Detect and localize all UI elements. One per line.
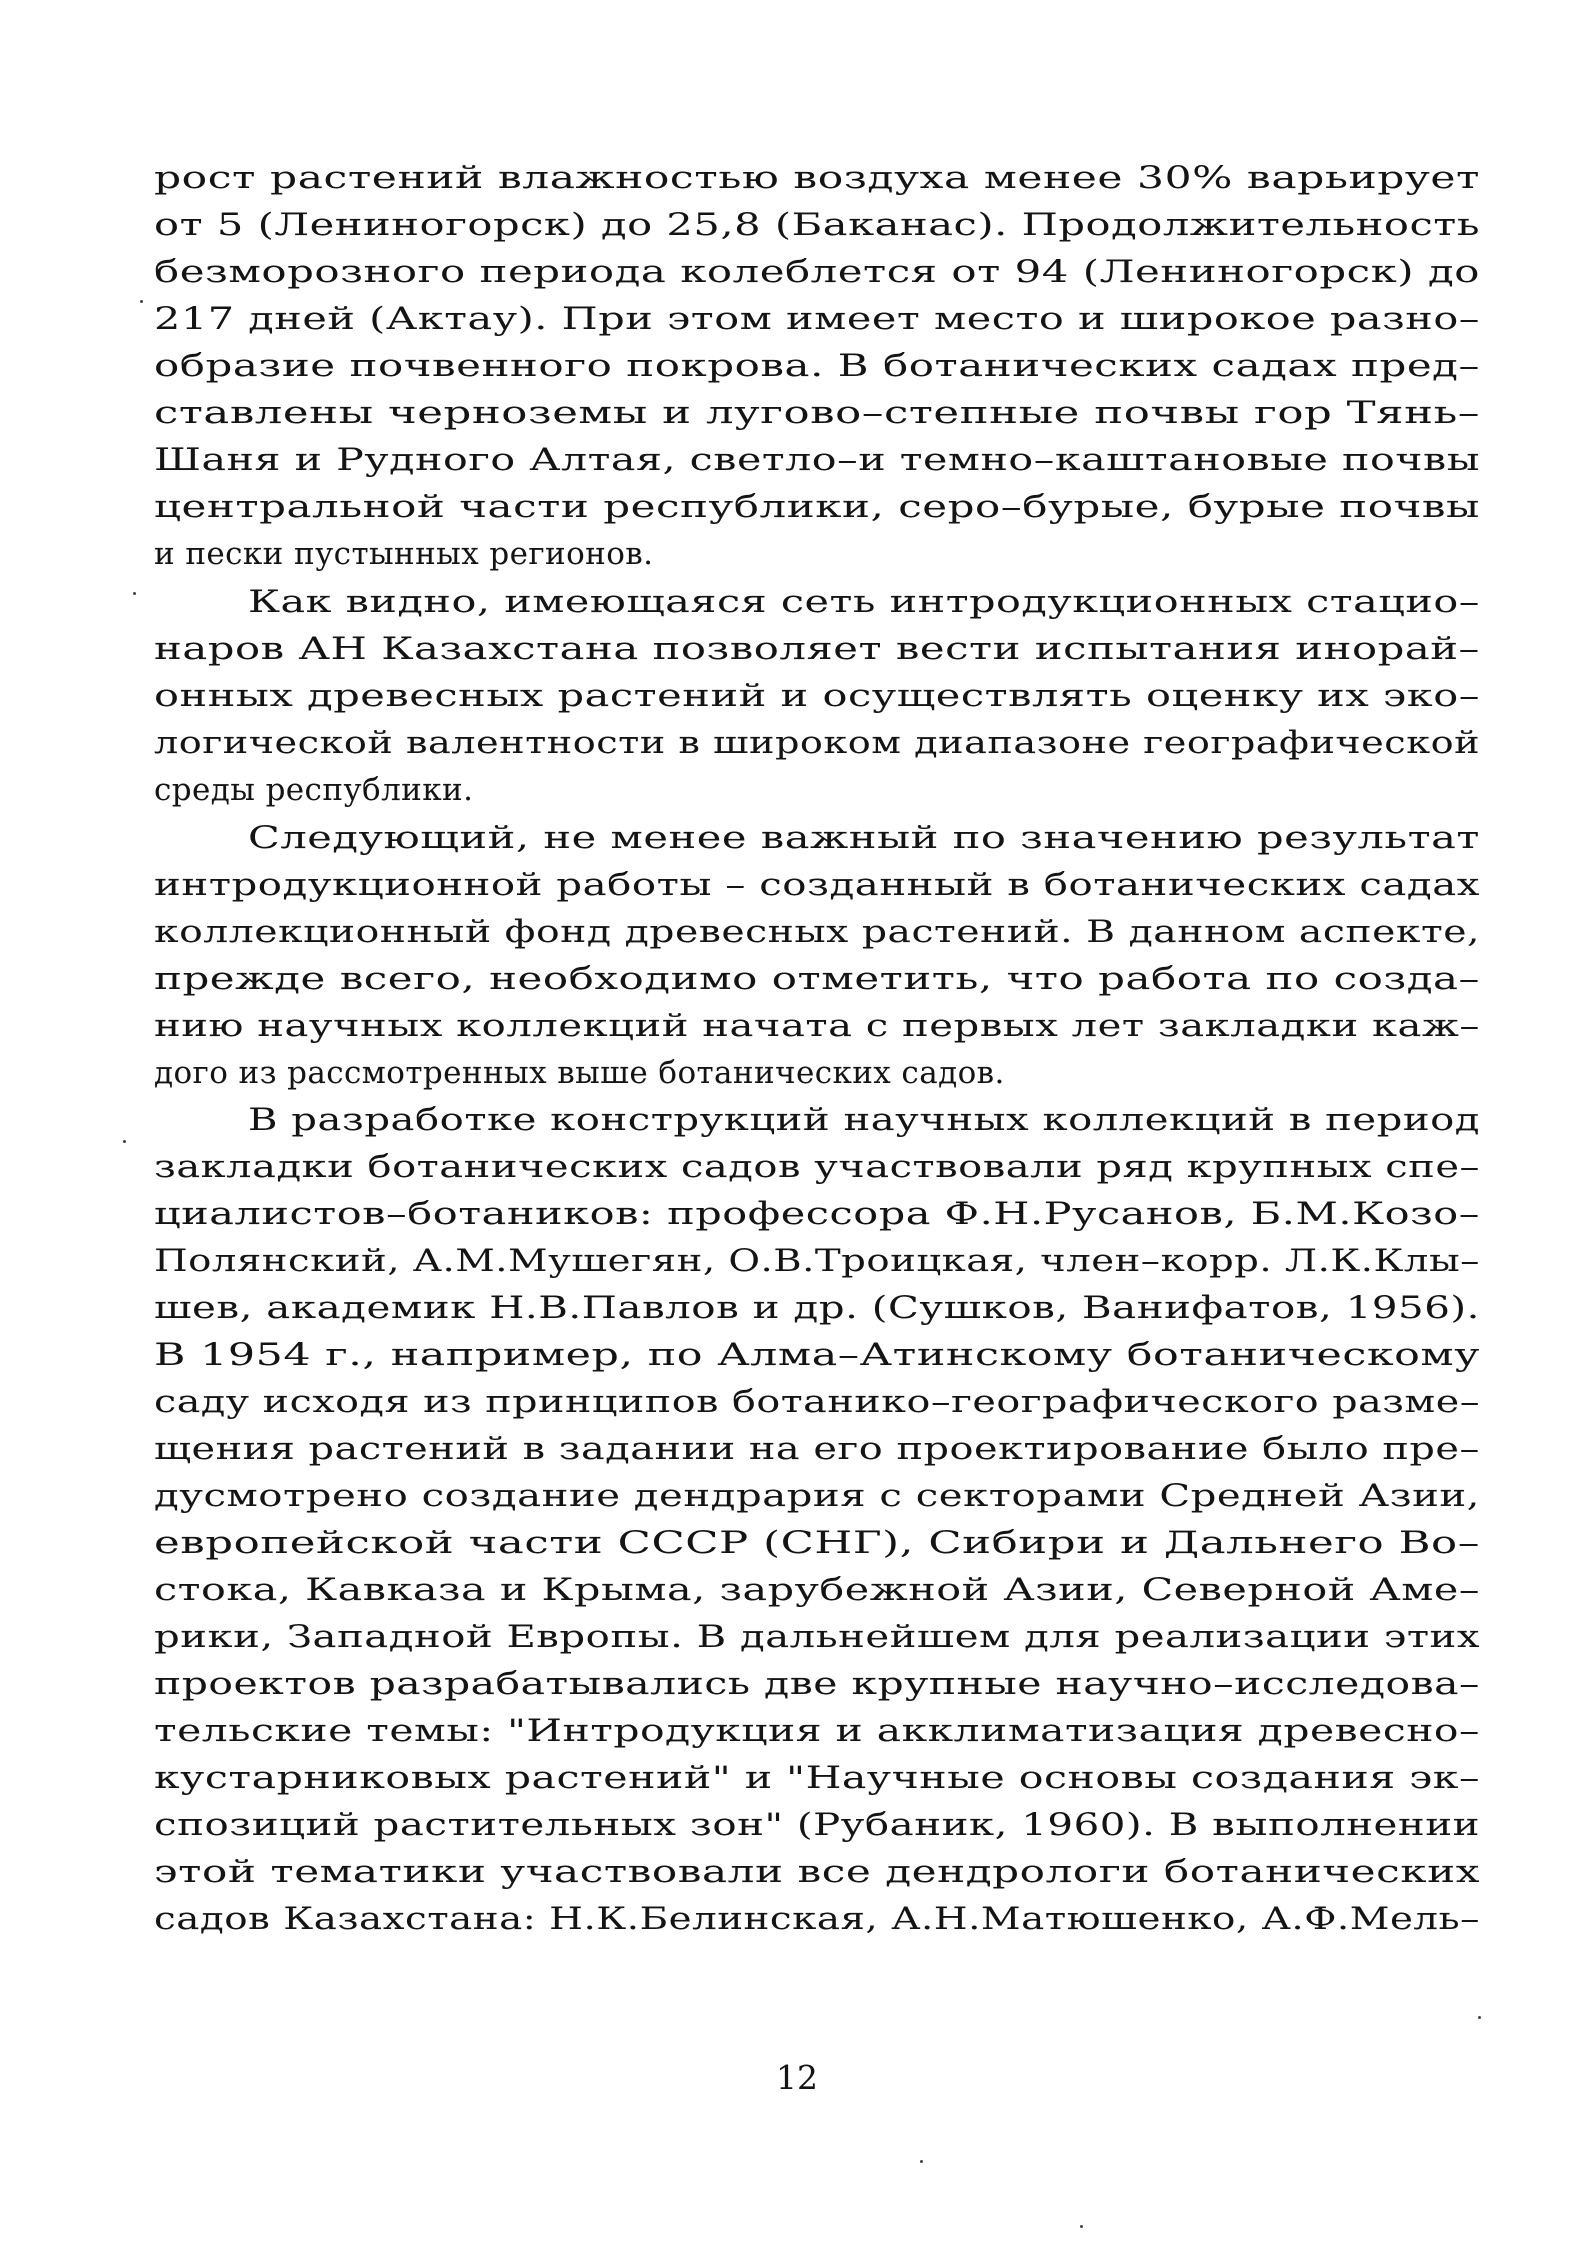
text-line: безморозного периода колеблется от 94 (Лениногорск) до: [154, 254, 1480, 290]
text-line: рики, Западной Европы. В дальнейшем для реализации этих: [154, 1619, 1481, 1655]
text-line: проектов разрабатывались две крупные научно–исследова–: [154, 1666, 1481, 1702]
text-line: Шаня и Рудного Алтая, светло–и темно–каштановые почвы: [154, 442, 1480, 478]
text-line: садов Казахстана: Н.К.Белинская, А.Н.Матюшенко, А.Ф.Мель–: [154, 1901, 1481, 1937]
text-line: интродукционной работы – созданный в ботанических садах: [154, 867, 1480, 903]
scan-speck: [133, 592, 136, 595]
text-line: закладки ботанических садов участвовали ряд крупных спе–: [154, 1149, 1481, 1185]
scan-speck: [123, 1140, 126, 1143]
text-line: европейской части СССР (СНГ), Сибири и Дальнего Во–: [154, 1525, 1481, 1561]
text-line: спозиций растительных зон" (Рубаник, 1960). В выполнении: [154, 1807, 1481, 1843]
paragraph-start-line: В разработке конструкций научных коллекций в период: [248, 1102, 1481, 1138]
scan-speck: [920, 2160, 923, 2163]
scan-speck: [1080, 2225, 1083, 2228]
text-line: рост растений влажностью воздуха менее 30% варьирует: [154, 160, 1481, 196]
text-line: 217 дней (Актау). При этом имеет место и широкое разно–: [154, 301, 1481, 337]
text-line: коллекционный фонд древесных растений. В данном аспекте,: [154, 914, 1481, 950]
page-number: 12: [776, 2058, 818, 2097]
text-line: этой тематики участвовали все дендрологи ботанических: [154, 1854, 1480, 1890]
text-line: центральной части республики, серо–бурые, бурые почвы: [154, 489, 1480, 525]
text-line: логической валентности в широком диапазоне географической: [154, 725, 1481, 761]
text-line: щения растений в задании на его проектирование было пре–: [154, 1431, 1480, 1467]
text-line: саду исходя из принципов ботанико–географического разме–: [154, 1384, 1481, 1420]
text-line: прежде всего, необходимо отметить, что работа по созда–: [154, 961, 1481, 997]
text-line: ставлены черноземы и лугово–степные почвы гор Тянь–: [154, 395, 1481, 431]
text-line: от 5 (Лениногорск) до 25,8 (Баканас). Продолжительность: [154, 207, 1481, 243]
text-line: дусмотрено создание дендрария с секторами Средней Азии,: [154, 1478, 1480, 1514]
scan-speck: [140, 300, 143, 303]
scan-speck: [1478, 2016, 1481, 2019]
text-line: кустарниковых растений" и "Научные основы создания эк–: [154, 1760, 1481, 1796]
text-line: и пески пустынных регионов.: [154, 536, 654, 572]
text-line: стока, Кавказа и Крыма, зарубежной Азии, Северной Аме–: [154, 1572, 1480, 1608]
text-line: дого из рассмотренных выше ботанических садов.: [154, 1055, 1005, 1091]
text-line: среды республики.: [154, 772, 474, 808]
text-line: нию научных коллекций начата с первых лет закладки каж–: [154, 1008, 1480, 1044]
text-line: онных древесных растений и осуществлять оценку их эко–: [154, 678, 1481, 714]
text-line: В 1954 г., например, по Алма–Атинскому ботаническому: [154, 1337, 1480, 1373]
paragraph-start-line: Следующий, не менее важный по значению результат: [248, 820, 1480, 856]
text-line: тельские темы: "Интродукция и акклиматизация древесно–: [154, 1713, 1480, 1749]
text-line: образие почвенного покрова. В ботанических садах пред–: [154, 348, 1481, 384]
paragraph-start-line: Как видно, имеющаяся сеть интродукционных стацио–: [248, 584, 1480, 620]
text-line: Полянский, А.М.Мушегян, О.В.Троицкая, член–корр. Л.К.Клы–: [154, 1243, 1480, 1279]
text-line: циалистов–ботаников: профессора Ф.Н.Русанов, Б.М.Козо–: [154, 1196, 1481, 1232]
text-line: шев, академик Н.В.Павлов и др. (Сушков, Ванифатов, 1956).: [154, 1290, 1480, 1326]
text-line: наров АН Казахстана позволяет вести испытания инорай–: [154, 631, 1480, 667]
